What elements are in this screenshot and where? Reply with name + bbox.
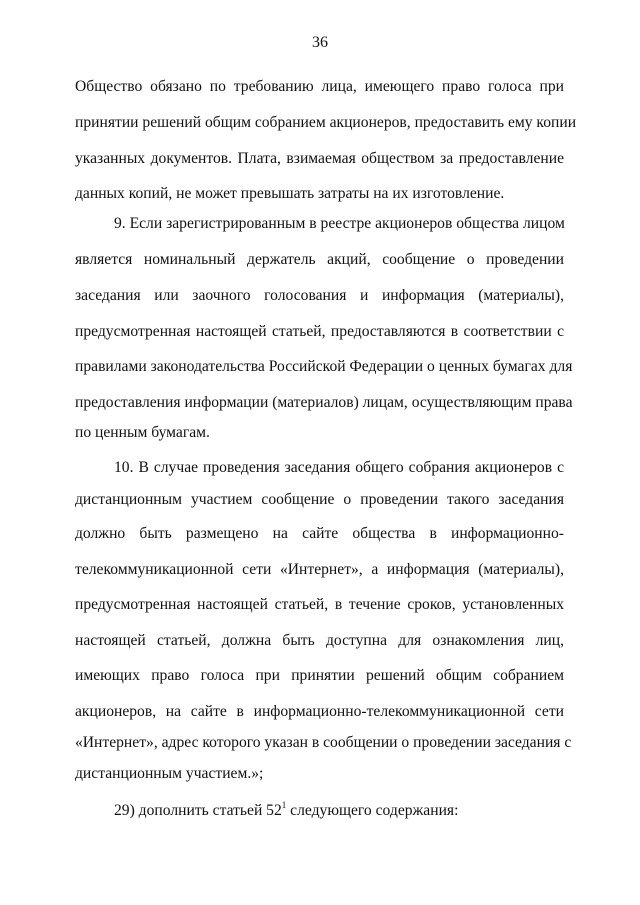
amendment-line xyxy=(114,801,564,821)
text-line: предоставления информации (материалов) лицам, осуществляющим права xyxy=(75,394,573,411)
article-superscript: 1 xyxy=(281,800,287,810)
amendment-suffix: следующего содержания: xyxy=(286,802,459,819)
text-line: 10. В случае проведения заседания общего собрания акционеров с xyxy=(114,459,564,476)
text-line: данных копий, не может превышать затраты на их изготовление. xyxy=(75,185,505,202)
text-line: является номинальный держатель акций, сообщение о проведении xyxy=(75,251,564,268)
amendment-prefix: 29) дополнить статьей 52 xyxy=(114,802,282,819)
text-line: телекоммуникационной сети «Интернет», а информация (материалы), xyxy=(75,561,564,578)
text-line: должно быть размещено на сайте общества в информационно- xyxy=(75,525,564,542)
text-line: дистанционным участием.»; xyxy=(75,765,264,782)
text-line: правилами законодательства Российской Федерации о ценных бумагах для xyxy=(75,358,573,375)
text-line: по ценным бумагам. xyxy=(75,424,210,441)
text-line: дистанционным участием сообщение о проведении такого заседания xyxy=(75,491,564,508)
page-number: 36 xyxy=(312,34,328,51)
text-line: настоящей статьей, должна быть доступна для ознакомления лиц, xyxy=(75,632,564,649)
text-line: предусмотренная настоящей статьей, в течение сроков, установленных xyxy=(75,596,564,613)
text-line: имеющих право голоса при принятии решений общим собранием xyxy=(75,667,564,684)
text-line: предусмотренная настоящей статьей, предоставляются в соответствии с xyxy=(75,323,564,340)
text-line: 9. Если зарегистрированным в реестре акционеров общества лицом xyxy=(114,215,565,232)
text-line: указанных документов. Плата, взимаемая обществом за предоставление xyxy=(75,150,564,167)
text-line: заседания или заочного голосования и информация (материалы), xyxy=(75,287,564,304)
text-line: «Интернет», адрес которого указан в сообщении о проведении заседания с xyxy=(75,734,572,751)
text-line: Общество обязано по требованию лица, имеющего право голоса при xyxy=(75,78,564,95)
text-line: принятии решений общим собранием акционеров, предоставить ему копии xyxy=(75,114,577,131)
text-line: акционеров, на сайте в информационно-телекоммуникационной сети xyxy=(75,703,564,720)
